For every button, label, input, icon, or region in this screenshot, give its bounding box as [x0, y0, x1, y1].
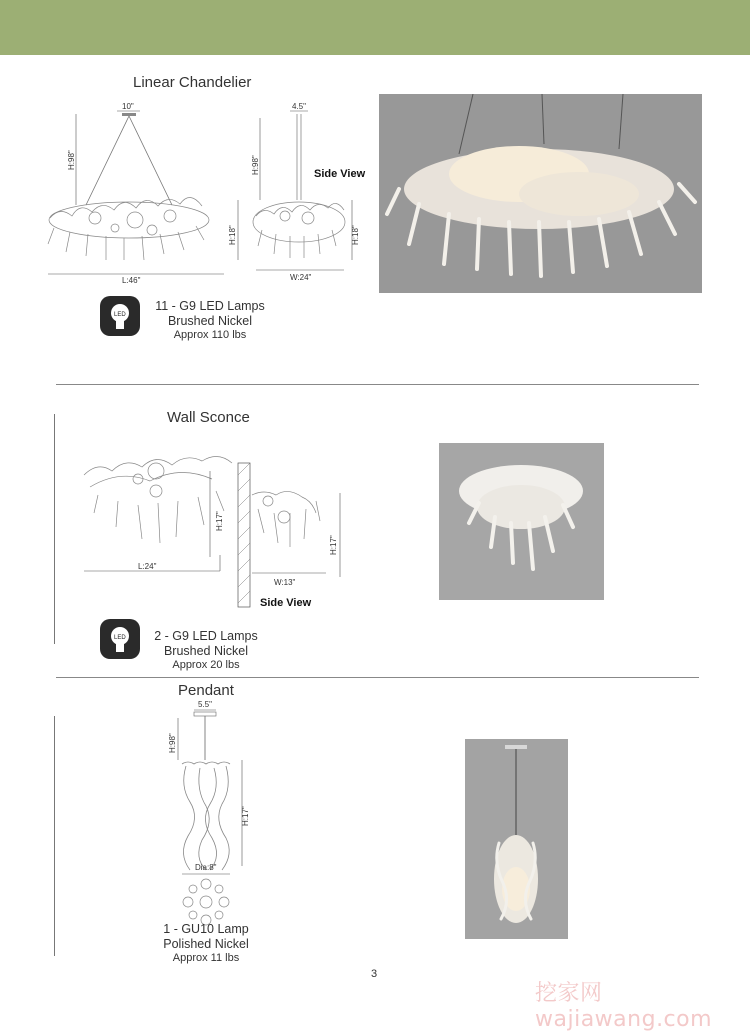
pendant-left-rule [54, 716, 55, 956]
led-badge-text: LED [114, 312, 126, 318]
led-badge-text: LED [114, 635, 126, 641]
sconce-spec-lamps: 2 - G9 LED Lamps [154, 629, 258, 643]
linear-side-view-label: Side View [314, 168, 366, 180]
pendant-height-dim: H:98" [168, 733, 177, 753]
sconce-side-height-dim: H:17" [329, 535, 338, 555]
pendant-spec-lamps: 1 - GU10 Lamp [163, 922, 249, 936]
page-number: 3 [371, 968, 378, 980]
linear-side-width-dim: W:24" [290, 273, 312, 282]
pendant-drawing [160, 698, 260, 928]
sconce-side-view-label: Side View [260, 597, 312, 609]
linear-chandelier-drawing [40, 100, 370, 295]
header-band [0, 0, 750, 55]
linear-side-top-dim: 4.5" [292, 102, 306, 111]
linear-side-body-height-dim: H:18" [351, 225, 360, 245]
pendant-photo [465, 739, 568, 939]
linear-side-height-dim: H:98" [251, 155, 260, 175]
linear-chandelier-title: Linear Chandelier [133, 74, 252, 91]
linear-led-bulb-icon [100, 296, 140, 336]
linear-specs [140, 299, 280, 343]
wall-sconce-drawing [78, 455, 358, 615]
pendant-dia-dim: Dia:8" [195, 863, 217, 872]
pendant-title: Pendant [178, 682, 234, 699]
linear-top-dim: 10" [122, 102, 134, 111]
pendant-spec-weight: Approx 11 lbs [172, 952, 240, 964]
sconce-side-width-dim: W:13" [274, 578, 296, 587]
sconce-spec-weight: Approx 20 lbs [172, 659, 240, 671]
linear-chandelier-photo [379, 94, 702, 293]
linear-height-dim: H:98" [67, 150, 76, 170]
linear-body-height-dim: H:18" [228, 225, 237, 245]
sconce-specs [136, 629, 276, 673]
section-divider-1 [56, 384, 699, 385]
pendant-top-dim: 5.5" [198, 700, 212, 709]
wall-sconce-photo [439, 443, 604, 600]
pendant-spec-finish: Polished Nickel [163, 936, 249, 951]
sconce-left-rule [54, 414, 55, 644]
pendant-specs [136, 922, 276, 966]
linear-spec-lamps: 11 - G9 LED Lamps [155, 299, 265, 313]
sconce-led-bulb-icon [100, 619, 140, 659]
sconce-spec-finish: Brushed Nickel [163, 643, 249, 658]
linear-spec-weight: Approx 110 lbs [173, 329, 247, 341]
section-divider-2 [56, 677, 699, 678]
wall-sconce-title: Wall Sconce [167, 409, 250, 426]
sconce-length-dim: L:24" [138, 562, 157, 571]
linear-length-dim: L:46" [122, 276, 141, 285]
watermark: 挖家网 wajiawang.com [535, 981, 713, 1032]
linear-spec-finish: Brushed Nickel [167, 313, 253, 328]
sconce-height-dim: H:17" [215, 511, 224, 531]
pendant-body-height-dim: H:17" [241, 806, 250, 826]
